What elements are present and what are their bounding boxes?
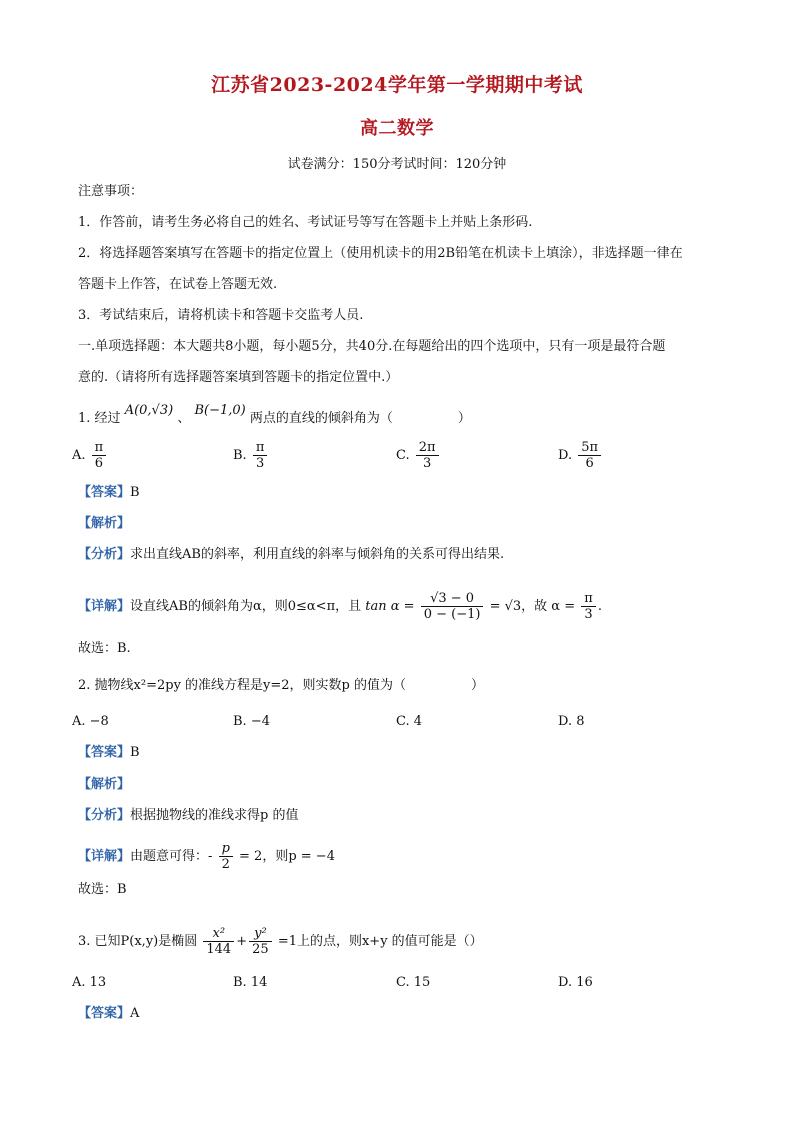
section-line-2: 意的.（请将所有选择题答案填到答题卡的指定位置中.）: [78, 370, 399, 385]
q1-option-b-num: π: [253, 440, 268, 456]
q2-answer-value: B: [130, 745, 140, 760]
q1-option-c-letter: C.: [396, 448, 410, 463]
q3-option-b: B. 14: [233, 975, 268, 990]
q1-detail-num: √3 − 0: [421, 591, 484, 607]
q1-detail-rnum: π: [581, 591, 596, 607]
note-2b: 答题卡上作答，在试卷上答题无效.: [78, 277, 278, 292]
fenxi-label: 【分析】: [78, 808, 131, 823]
q1-detail-eq: = √3，故 α =: [489, 599, 576, 614]
q1-answer: [78, 484, 140, 502]
q1-option-c-num: 2π: [416, 440, 439, 456]
q3-plus: +: [236, 934, 248, 949]
answer-label: 【答案】: [78, 485, 131, 500]
q3-f2-num: y²: [249, 926, 272, 942]
q3-answer: [78, 1005, 139, 1023]
q1-sep: 、: [177, 411, 191, 426]
q1-detail-den: 0 − (−1): [423, 607, 481, 622]
q1-option-d-den: 6: [585, 456, 594, 471]
fenxi-label: 【分析】: [78, 547, 131, 562]
note-2a: 2．将选择题答案填写在答题卡的指定位置上（使用机读卡的用2B铅笔在机读卡上填涂），非选择题一律在: [78, 246, 683, 261]
q1-stem: [78, 403, 471, 428]
q1-option-c-den: 3: [423, 456, 432, 471]
q1-fenxi: [78, 546, 504, 564]
exam-title: 江苏省2023-2024学年第一学期期中考试: [211, 74, 583, 96]
q3-suffix: =1上的点，则x+y 的值可能是（）: [277, 934, 483, 949]
q2-analysis: [78, 776, 130, 794]
q1-fenxi-text: 求出直线AB的斜率，利用直线的斜率与倾斜角的关系可得出结果.: [130, 547, 505, 562]
q1-detail-tan: tan α =: [365, 599, 415, 614]
q1-point-a: A(0,√3): [124, 403, 174, 418]
q1-option-b-letter: B.: [233, 448, 247, 463]
q1-option-d-letter: D.: [558, 448, 573, 463]
q3-prefix: 3. 已知P(x,y)是椭圆: [78, 934, 198, 949]
q1-option-a-den: 6: [94, 456, 104, 471]
q1-option-d-num: 5π: [578, 440, 601, 456]
section-line-1: 一.单项选择题：本大题共8小题，每小题5分，共40分.在每题给出的四个选项中，只有一项是最符合题: [78, 339, 666, 354]
q1-prefix: 1. 经过: [78, 411, 121, 426]
q2-fenxi: [78, 807, 298, 825]
analysis-label: 【解析】: [78, 516, 131, 531]
q2-detail-den: 2: [221, 857, 230, 872]
q1-suffix: 两点的直线的倾斜角为（ ）: [249, 411, 471, 426]
q2-detail-num: p: [219, 841, 233, 857]
q1-option-b-den: 3: [255, 456, 265, 471]
q1-option-d: [558, 440, 603, 471]
q2-conclusion: 故选：B: [78, 882, 127, 897]
q3-f1-num: x²: [203, 926, 234, 942]
q1-option-a-letter: A.: [72, 448, 86, 463]
answer-label: 【答案】: [78, 745, 131, 760]
q3-f2-den: 25: [252, 942, 269, 957]
note-3: 3．考试结束后，请将机读卡和答题卡交监考人员.: [78, 308, 364, 323]
q1-option-a-num: π: [92, 440, 107, 456]
q1-detail: 【详解】设直线AB的倾斜角为α，则0≤α<π，且 tan α = $\frac{√3 - 0}{0 - (-1)}$ = √3，故 α = $\frac{\pi}{3}$ .: [78, 591, 602, 622]
q2-answer: [78, 744, 140, 762]
q2-option-b: B. −4: [233, 714, 270, 729]
q1-point-b: B(−1,0): [194, 403, 246, 418]
q2-detail: [78, 841, 335, 872]
q2-option-c: C. 4: [396, 714, 423, 729]
q1-answer-value: B: [130, 485, 140, 500]
exam-info: 试卷满分：150分考试时间：120分钟: [287, 157, 507, 172]
q2-stem: 2. 抛物线x²=2py 的准线方程是y=2，则实数p 的值为（ ）: [78, 678, 485, 693]
q3-option-a: A. 13: [72, 975, 107, 990]
q2-option-d: D. 8: [558, 714, 585, 729]
q3-option-d: D. 16: [558, 975, 593, 990]
q1-detail-a: 设直线AB的倾斜角为α，则0≤α<π，且: [130, 599, 362, 614]
q1-conclusion: 故选：B.: [78, 641, 131, 656]
q2-fenxi-text: 根据抛物线的准线求得p 的值: [130, 808, 299, 823]
q3-f1-den: 144: [206, 942, 232, 957]
analysis-label: 【解析】: [78, 777, 131, 792]
q1-option-c: [396, 440, 441, 471]
q1-option-b: [233, 440, 269, 471]
detail-label: 【详解】: [78, 599, 131, 614]
q1-analysis: [78, 515, 130, 533]
notes-heading: 注意事项：: [78, 184, 144, 199]
q1-option-a: [72, 440, 108, 471]
note-1: 1．作答前，请考生务必将自己的姓名、考试证号等写在答题卡上并贴上条形码.: [78, 215, 533, 230]
q3-answer-value: A: [130, 1006, 140, 1021]
q3-option-c: C. 15: [396, 975, 431, 990]
q3-stem: [78, 926, 483, 957]
q2-option-a: A. −8: [72, 714, 109, 729]
q1-detail-rden: 3: [584, 607, 593, 622]
q2-detail-b: = 2，则p = −4: [239, 849, 335, 864]
detail-label: 【详解】: [78, 849, 131, 864]
exam-subject: 高二数学: [360, 118, 434, 139]
answer-label: 【答案】: [78, 1006, 131, 1021]
q2-detail-a: 由题意可得：-: [130, 849, 213, 864]
